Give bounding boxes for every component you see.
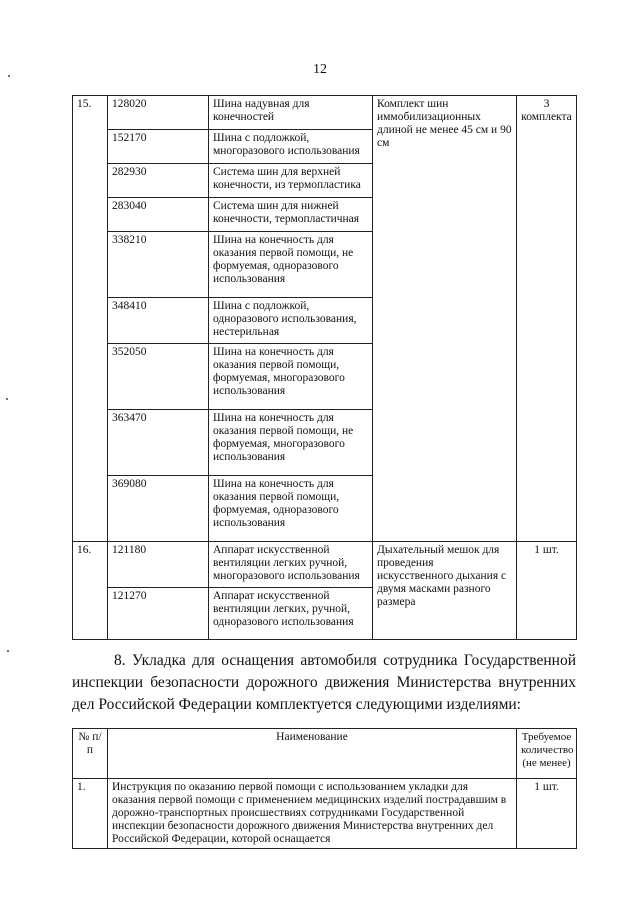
item-name: Шина с подложкой, многоразового использования [209,130,373,164]
item-code: 152170 [108,130,209,164]
header-name: Наименование [108,729,517,779]
set-description: Комплект шин иммобилизационных длиной не менее 45 см и 90 см [373,96,517,542]
splints-table [72,95,577,640]
item-name: Шина на конечность для оказания первой помощи, формуемая, одноразового использования [209,476,373,542]
item-name: Система шин для нижней конечности, термопластичная [209,198,373,232]
scan-speck [8,75,10,77]
item-code: 282930 [108,164,209,198]
item-code: 121270 [108,588,209,640]
item-name: Аппарат искусственной вентиляции легких ручной, многоразового использования [209,542,373,588]
required-quantity: 3 комплекта [517,96,577,542]
section-8-paragraph: 8. Укладка для оснащения автомобиля сотрудника Государственной инспекции безопасности дорожного движения Министерства внутренних дел Российской Федерации комплектуется следующими изделиями: [72,652,576,713]
item-name: Шина на конечность для оказания первой помощи, формуемая, многоразового использования [209,344,373,410]
item-name: Шина на конечность для оказания первой помощи, не формуемая, одноразового использования [209,232,373,298]
table-row [73,96,577,130]
required-quantity: 1 шт. [517,542,577,640]
item-code: 352050 [108,344,209,410]
kit-table [72,728,577,849]
row-num: 1. [73,779,108,849]
item-code: 121180 [108,542,209,588]
item-name: Шина надувная для конечностей [209,96,373,130]
item-code: 369080 [108,476,209,542]
scan-speck [7,650,9,652]
item-name: Шина на конечность для оказания первой помощи, не формуемая, многоразового использования [209,410,373,476]
group-number: 16. [73,542,108,640]
item-code: 128020 [108,96,209,130]
item-name: Аппарат искусственной вентиляции легких, ручной, одноразового использования [209,588,373,640]
table-row [73,542,577,588]
scan-speck [6,398,8,400]
header-num: № п/п [73,729,108,779]
header-qty: Требуемое количество (не менее) [517,729,577,779]
item-code: 363470 [108,410,209,476]
set-description: Дыхательный мешок для проведения искусственного дыхания с двумя масками разного размера [373,542,517,640]
item-name: Система шин для верхней конечности, из термопластика [209,164,373,198]
row-qty: 1 шт. [517,779,577,849]
item-code: 283040 [108,198,209,232]
row-name: Инструкция по оказанию первой помощи с использованием укладки для оказания первой помощи с применением медицинских изделий пострадавшим в дорожно-транспортных происшествиях сотрудниками Государственной инспекции безопасности дорожного движения Министерства внутренних дел Российской Федерации, которой оснащается [108,779,517,849]
item-code: 348410 [108,298,209,344]
group-number: 15. [73,96,108,542]
item-code: 338210 [108,232,209,298]
page-number: 12 [313,62,327,77]
item-name: Шина с подложкой, одноразового использования, нестерильная [209,298,373,344]
